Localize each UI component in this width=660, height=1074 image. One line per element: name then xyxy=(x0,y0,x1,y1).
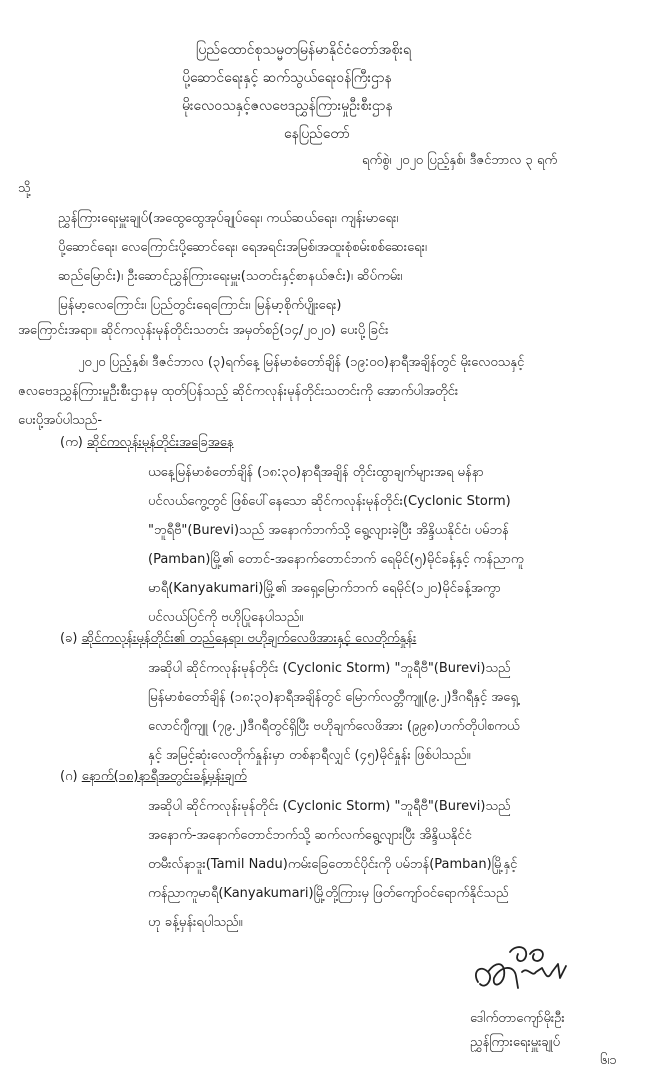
recipient-line: ပို့ဆောင်ရေး၊ လေကြောင်းပို့ဆောင်ရေး၊ ရေအရင်းအမြစ်၊အထူးစုံစမ်းစစ်ဆေးရေး၊ xyxy=(58,240,427,255)
section-body xyxy=(148,458,524,632)
recipient-line: မြန်မာ့လေကြောင်း၊ ပြည်တွင်းရေကြောင်း၊ မြန်မာ့စိုက်ပျိုးရေး) xyxy=(58,298,342,313)
section-title: ဆိုင်ကလုန်းမုန်တိုင်းအခြေအနေ xyxy=(87,435,234,450)
section-line: အဆိုပါ ဆိုင်ကလုန်းမုန်တိုင်း (Cyclonic Storm) "ဘူရီဗီ"(Burevi)သည် xyxy=(148,799,511,814)
section-body xyxy=(148,654,520,770)
letterhead-line-3: မိုးလေဝသနှင့်ဇလဗေဒညွှန်ကြားမှုဦးစီးဌာန xyxy=(182,98,393,114)
to-label: သို့ xyxy=(18,181,31,196)
section-heading xyxy=(60,768,247,787)
section-line: ကန်ညာကူမာရီ(Kanyakumari)မြို့တို့ကြားမှ ဖြတ်ကျော်ဝင်ရောက်နိုင်သည် xyxy=(148,886,509,901)
signatory-reference: ၆၊၁ xyxy=(600,1053,617,1068)
letterhead-line-2: ပို့ဆောင်ရေးနှင့် ဆက်သွယ်ရေးဝန်ကြီးဌာန xyxy=(182,70,392,86)
section-line: ပင်လယ်ပြင်ကို ဗဟိုပြုနေပါသည်။ xyxy=(148,610,304,625)
letterhead-line-1: ပြည်ထောင်စုသမ္မတမြန်မာနိုင်ငံတော်အစိုးရ xyxy=(196,42,411,58)
section-line: အဆိုပါ ဆိုင်ကလုန်းမုန်တိုင်း (Cyclonic Storm) "ဘူရီဗီ"(Burevi)သည် xyxy=(148,661,511,676)
handwritten-signature xyxy=(470,942,580,1004)
section-line: အနောက်-အနောက်တောင်ဘက်သို့ ဆက်လက်ရွေ့လျားပြီး အိန္ဒိယနိုင်ငံ xyxy=(148,828,472,843)
section-marker: (က) xyxy=(60,435,83,450)
section-line: မာရီ(Kanyakumari)မြို့၏ အရှေ့မြောက်ဘက် ရေမိုင်(၁၂၀)မိုင်ခန့်အကွာ xyxy=(148,581,501,596)
subject-line: အကြောင်းအရာ။ ဆိုင်ကလုန်းမုန်တိုင်းသတင်း အမှတ်စဉ်(၁၄/၂၀၂၀) ပေးပို့ခြင်း xyxy=(18,323,389,338)
section-line: ဟု ခန့်မှန်းရပါသည်။ xyxy=(148,915,243,930)
recipient-line: ညွှန်ကြားရေးမှူးချုပ်(အထွေထွေအုပ်ချုပ်ရေး၊ ကယ်ဆယ်ရေး၊ ကျန်းမာရေး၊ xyxy=(58,211,399,226)
intro-paragraph xyxy=(18,348,524,435)
section-title: ဆိုင်ကလုန်းမုန်တိုင်း၏ တည်နေရာ၊ ဗဟိုချက်လေဖိအားနှင့် လေတိုက်နှုန်း xyxy=(81,631,417,646)
signatory-title: ညွှန်ကြားရေးမှူးချုပ် xyxy=(470,1035,561,1050)
section-line: မြန်မာစံတော်ချိန် (၁၈:၃၀)နာရီအချိန်တွင် မြောက်လတ္တီကျူ(၉.၂)ဒီဂရီနှင့် အရှေ့ xyxy=(148,690,518,705)
section-heading xyxy=(60,630,416,649)
section-line: နှင့် အမြင့်ဆုံးလေတိုက်နှုန်းမှာ တစ်နာရီလျှင် (၄၅)မိုင်နှုန်း ဖြစ်ပါသည်။ xyxy=(148,748,471,763)
section-marker: (ဂ) xyxy=(60,769,78,784)
letterhead-line-4: နေပြည်တော် xyxy=(284,126,350,142)
section-heading xyxy=(60,434,234,453)
reference-date: ရက်စွဲ၊ ၂၀၂၀ ပြည့်နှစ်၊ ဒီဇင်ဘာလ ၃ ရက် xyxy=(362,153,558,168)
section-line: ပင်လယ်ကွေ့တွင် ဖြစ်ပေါ်နေသော ဆိုင်ကလုန်းမုန်တိုင်း(Cyclonic Storm) xyxy=(148,494,511,509)
section-marker: (ခ) xyxy=(60,631,78,646)
intro-line: ပေးပို့အပ်ပါသည်- xyxy=(18,413,103,428)
intro-line: ဇလဗေဒညွှန်ကြားမှုဦးစီးဌာနမှ ထုတ်ပြန်သည့် ဆိုင်ကလုန်းမုန်တိုင်းသတင်းကို အောက်ပါအတိုင်း xyxy=(18,384,459,399)
section-line: "ဘူရီဗီ"(Burevi)သည် အနောက်ဘက်သို့ ရွေ့လျားခဲ့ပြီး အိန္ဒိယနိုင်ငံ၊ ပမ်ဘန် xyxy=(148,523,509,538)
intro-line: ၂၀၂၀ ပြည့်နှစ်၊ ဒီဇင်ဘာလ (၃)ရက်နေ့ မြန်မာစံတော်ချိန် (၁၉:၀၀)နာရီအချိန်တွင် မိုးလေဝသနှင့် xyxy=(78,355,525,370)
section-line: လောင်ဂျီကျူ (၇၉.၂)ဒီဂရီတွင်ရှိပြီး ဗဟိုချက်လေဖိအား (၉၉၈)ဟက်တိုပါစကယ် xyxy=(148,719,520,734)
recipient-list xyxy=(58,204,427,320)
section-line: တမီးလ်နာဒူး(Tamil Nadu)ကမ်းခြေတောင်ပိုင်းကို ပမ်ဘန်(Pamban)မြို့နှင့် xyxy=(148,857,518,872)
section-line: ယနေ့မြန်မာစံတော်ချိန် (၁၈:၃၀)နာရီအချိန် တိုင်းထွာချက်များအရ မန်နာ xyxy=(148,465,484,480)
signatory-name: ဒေါက်တာကျော်မိုးဦး xyxy=(470,1011,565,1026)
section-title: နောက်(၁၈)နာရီအတွင်းခန့်မှန်းချက် xyxy=(81,769,247,784)
section-body xyxy=(148,792,517,937)
section-line: (Pamban)မြို့၏ တောင်-အနောက်တောင်ဘက် ရေမိုင်(၅)မိုင်ခန့်နှင့် ကန်ညာကူ xyxy=(148,552,524,567)
recipient-line: ဆည်မြောင်း)၊ ဦးဆောင်ညွှန်ကြားရေးမှူး(သတင်းနှင့်စာနယ်ဇင်း)၊ ဆိပ်ကမ်း၊ xyxy=(58,269,403,284)
